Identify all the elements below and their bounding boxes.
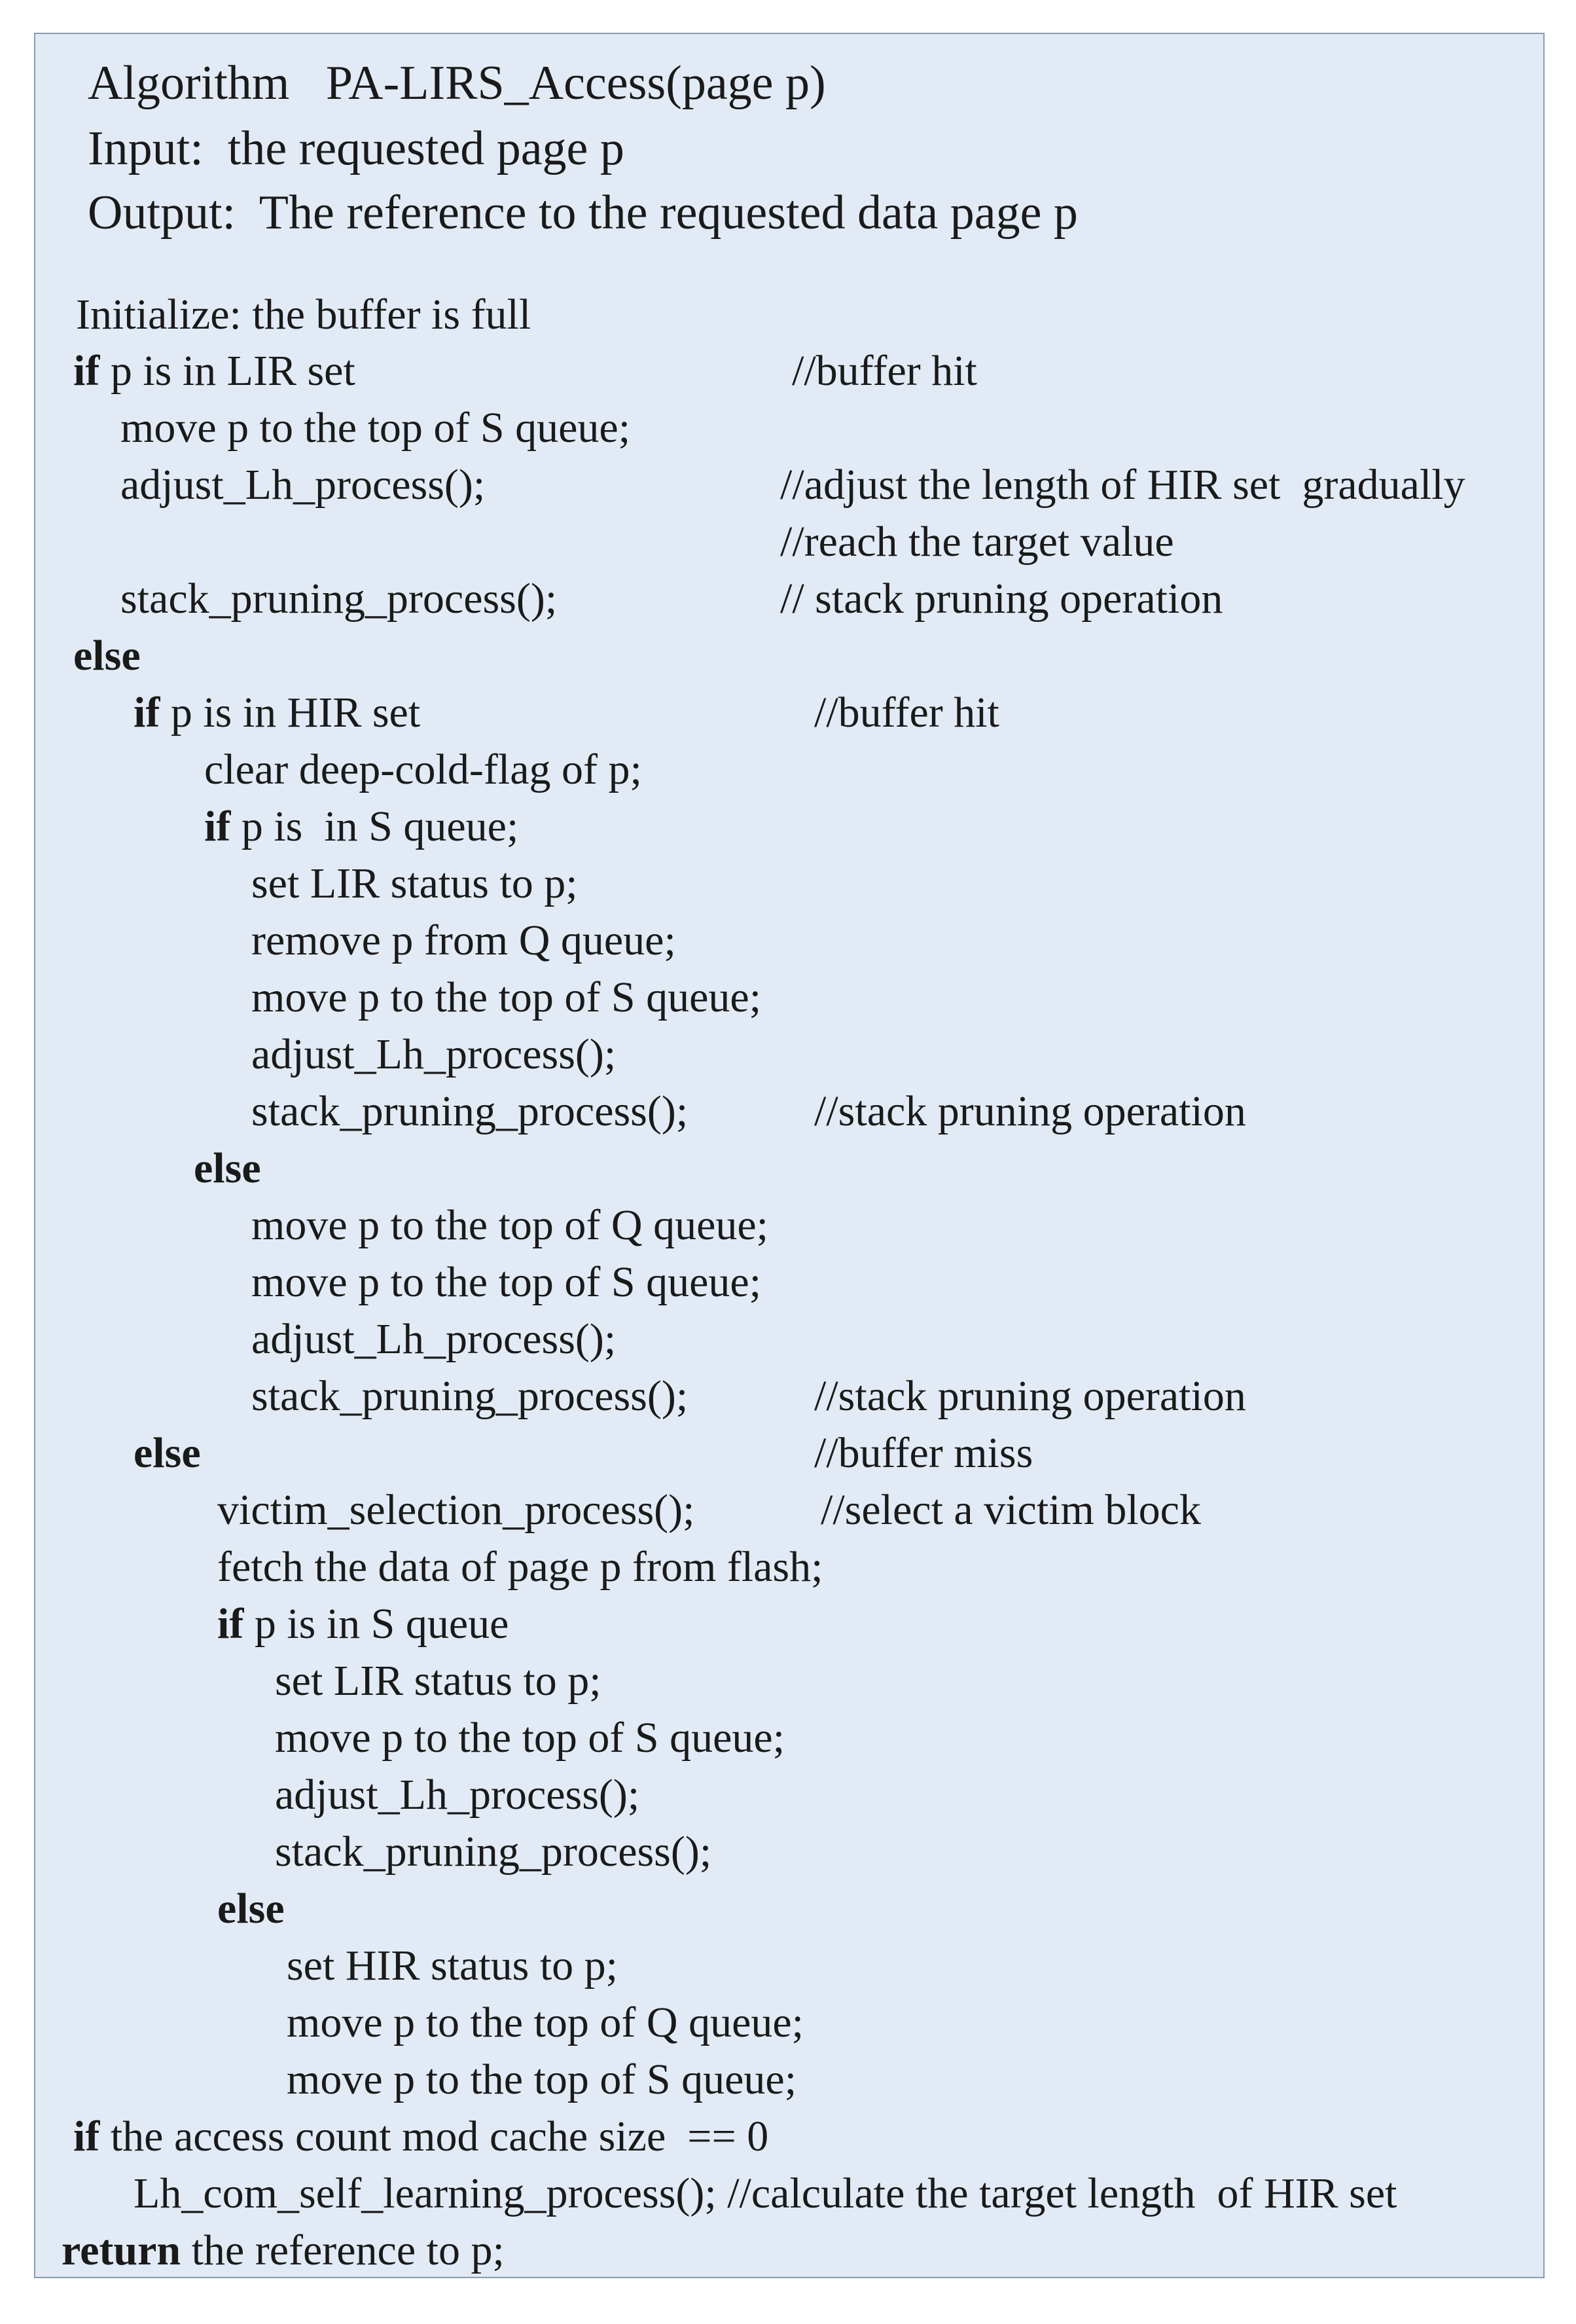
code-line-31: move p to the top of Q queue; (287, 1999, 804, 2046)
algorithm-input: Input: the requested page p (88, 122, 624, 175)
code-comment-2: //buffer hit (792, 347, 977, 395)
code-comment-5: //reach the target value (780, 518, 1174, 566)
code-comment-20: //stack pruning operation (814, 1372, 1246, 1420)
code-line-21: else (134, 1429, 201, 1477)
code-line-35: return the reference to p; (62, 2226, 505, 2274)
code-line-13: move p to the top of S queue; (251, 973, 762, 1021)
code-line-34: Lh_com_self_learning_process(); //calculate the target length of HIR set (134, 2170, 1397, 2217)
code-comment-8: //buffer hit (814, 689, 999, 736)
code-line-27: adjust_Lh_process(); (275, 1771, 640, 1819)
algorithm-box (34, 33, 1545, 2278)
code-line-28: stack_pruning_process(); (275, 1828, 712, 1876)
code-line-18: move p to the top of S queue; (251, 1258, 762, 1306)
code-line-19: adjust_Lh_process(); (251, 1315, 617, 1363)
code-comment-21: //buffer miss (814, 1429, 1033, 1477)
code-line-12: remove p from Q queue; (251, 917, 676, 964)
code-line-7: else (73, 632, 141, 680)
code-line-20: stack_pruning_process(); (251, 1372, 689, 1420)
code-line-2: if p is in LIR set (73, 347, 355, 395)
code-comment-15: //stack pruning operation (814, 1087, 1246, 1135)
code-line-16: else (194, 1144, 261, 1192)
code-line-6: stack_pruning_process(); (120, 575, 558, 623)
code-line-24: if p is in S queue (217, 1600, 509, 1648)
code-line-29: else (217, 1885, 285, 1933)
code-line-3: move p to the top of S queue; (120, 404, 631, 452)
code-line-10: if p is in S queue; (204, 803, 519, 850)
code-line-9: clear deep-cold-flag of p; (204, 746, 642, 793)
code-line-32: move p to the top of S queue; (287, 2056, 797, 2103)
code-line-17: move p to the top of Q queue; (251, 1201, 769, 1249)
code-comment-6: // stack pruning operation (780, 575, 1223, 623)
code-line-30: set HIR status to p; (287, 1942, 618, 1989)
code-line-33: if the access count mod cache size == 0 (73, 2113, 769, 2160)
code-line-8: if p is in HIR set (134, 689, 421, 736)
code-line-14: adjust_Lh_process(); (251, 1030, 617, 1078)
code-line-22: victim_selection_process(); (217, 1486, 695, 1534)
code-line-4: adjust_Lh_process(); (120, 461, 486, 509)
code-comment-22: //select a victim block (821, 1486, 1201, 1534)
code-line-26: move p to the top of S queue; (275, 1714, 785, 1762)
code-line-15: stack_pruning_process(); (251, 1087, 689, 1135)
code-line-11: set LIR status to p; (251, 860, 578, 907)
code-comment-4: //adjust the length of HIR set gradually (780, 461, 1465, 509)
code-line-23: fetch the data of page p from flash; (217, 1543, 823, 1591)
algorithm-output: Output: The reference to the requested data page p (88, 186, 1078, 240)
code-line-1: Initialize: the buffer is full (76, 291, 531, 338)
algorithm-title: Algorithm PA-LIRS_Access(page p) (88, 56, 826, 110)
code-line-25: set LIR status to p; (275, 1657, 601, 1705)
